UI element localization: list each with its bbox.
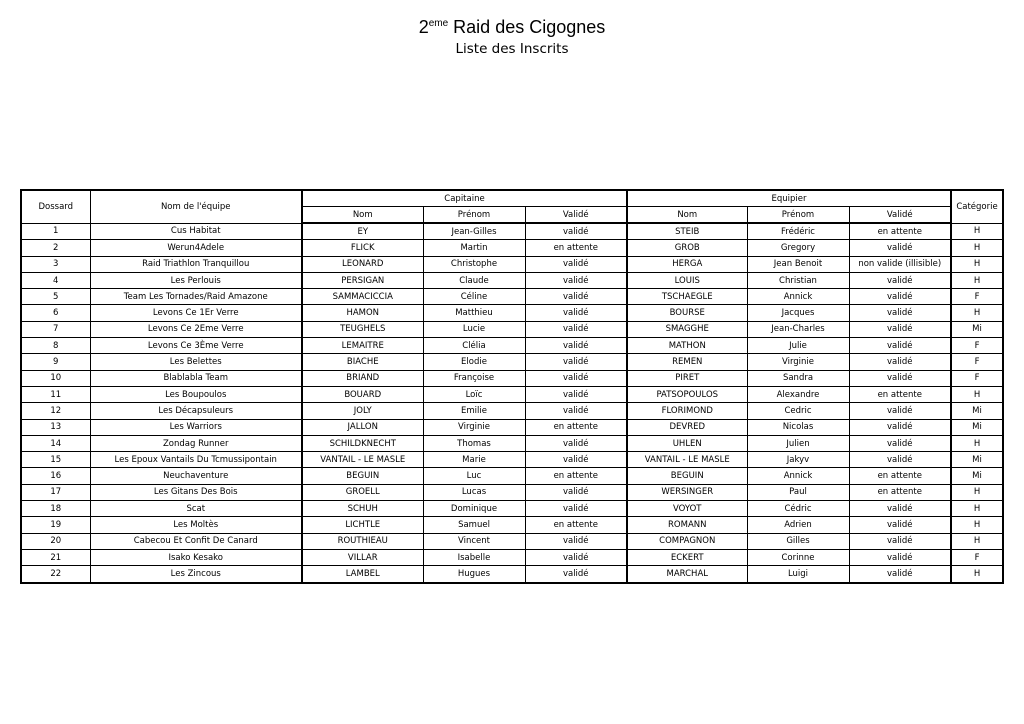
title-superscript: eme bbox=[428, 18, 449, 29]
cell-captain-valide: validé bbox=[525, 501, 627, 517]
header-row-groups bbox=[21, 190, 1003, 207]
cell-category: H bbox=[951, 566, 1003, 583]
cell-teammate-nom: PATSOPOULOS bbox=[627, 386, 747, 402]
cell-teammate-valide: validé bbox=[849, 566, 951, 583]
cell-dossard: 11 bbox=[21, 386, 90, 402]
cell-captain-valide: validé bbox=[525, 386, 627, 402]
cell-dossard: 4 bbox=[21, 272, 90, 288]
cell-teammate-valide: validé bbox=[849, 435, 951, 451]
cell-captain-prenom: Isabelle bbox=[423, 549, 525, 565]
cell-team-name: Levons Ce 2Eme Verre bbox=[90, 321, 302, 337]
cell-teammate-valide: validé bbox=[849, 452, 951, 468]
cell-teammate-valide: en attente bbox=[849, 386, 951, 402]
cell-captain-valide: en attente bbox=[525, 517, 627, 533]
cell-captain-prenom: Emilie bbox=[423, 403, 525, 419]
cell-category: H bbox=[951, 272, 1003, 288]
cell-captain-nom: BRIAND bbox=[302, 370, 423, 386]
cell-teammate-nom: STEIB bbox=[627, 223, 747, 240]
cell-dossard: 6 bbox=[21, 305, 90, 321]
table-row bbox=[21, 223, 1003, 240]
cell-teammate-valide: validé bbox=[849, 289, 951, 305]
cell-category: H bbox=[951, 484, 1003, 500]
cell-captain-valide: validé bbox=[525, 566, 627, 583]
cell-category: Mi bbox=[951, 321, 1003, 337]
cell-teammate-prenom: Nicolas bbox=[747, 419, 849, 435]
cell-teammate-nom: HERGA bbox=[627, 256, 747, 272]
table-body bbox=[21, 223, 1003, 583]
table-row bbox=[21, 305, 1003, 321]
cell-captain-prenom: Matthieu bbox=[423, 305, 525, 321]
cell-teammate-prenom: Jean Benoit bbox=[747, 256, 849, 272]
cell-captain-prenom: Céline bbox=[423, 289, 525, 305]
cell-teammate-prenom: Sandra bbox=[747, 370, 849, 386]
cell-category: H bbox=[951, 501, 1003, 517]
cell-captain-nom: LICHTLE bbox=[302, 517, 423, 533]
cell-dossard: 12 bbox=[21, 403, 90, 419]
cell-dossard: 10 bbox=[21, 370, 90, 386]
cell-team-name: Cabecou Et Confit De Canard bbox=[90, 533, 302, 549]
cell-dossard: 8 bbox=[21, 338, 90, 354]
table-row bbox=[21, 386, 1003, 402]
cell-team-name: Les Zincous bbox=[90, 566, 302, 583]
table-row bbox=[21, 272, 1003, 288]
cell-teammate-prenom: Paul bbox=[747, 484, 849, 500]
cell-captain-prenom: Thomas bbox=[423, 435, 525, 451]
cell-teammate-prenom: Gregory bbox=[747, 240, 849, 256]
cell-teammate-prenom: Annick bbox=[747, 468, 849, 484]
title-suffix: Raid des Cigognes bbox=[448, 17, 606, 37]
cell-teammate-prenom: Virginie bbox=[747, 354, 849, 370]
cell-captain-nom: VILLAR bbox=[302, 549, 423, 565]
cell-category: F bbox=[951, 549, 1003, 565]
cell-teammate-nom: WERSINGER bbox=[627, 484, 747, 500]
header-category: Catégorie bbox=[951, 190, 1003, 223]
table-row bbox=[21, 452, 1003, 468]
cell-teammate-prenom: Frédéric bbox=[747, 223, 849, 240]
header-captain-valide: Validé bbox=[525, 207, 627, 224]
cell-captain-nom: SAMMACICCIA bbox=[302, 289, 423, 305]
cell-teammate-nom: ROMANN bbox=[627, 517, 747, 533]
cell-team-name: Levons Ce 1Er Verre bbox=[90, 305, 302, 321]
cell-category: H bbox=[951, 240, 1003, 256]
cell-captain-prenom: Martin bbox=[423, 240, 525, 256]
table-row bbox=[21, 484, 1003, 500]
cell-captain-nom: LAMBEL bbox=[302, 566, 423, 583]
cell-dossard: 1 bbox=[21, 223, 90, 240]
cell-captain-valide: en attente bbox=[525, 240, 627, 256]
cell-dossard: 15 bbox=[21, 452, 90, 468]
cell-captain-prenom: Luc bbox=[423, 468, 525, 484]
cell-team-name: Cus Habitat bbox=[90, 223, 302, 240]
cell-teammate-nom: BOURSE bbox=[627, 305, 747, 321]
cell-teammate-nom: REMEN bbox=[627, 354, 747, 370]
cell-captain-prenom: Hugues bbox=[423, 566, 525, 583]
cell-captain-nom: ROUTHIEAU bbox=[302, 533, 423, 549]
cell-teammate-valide: validé bbox=[849, 272, 951, 288]
cell-teammate-prenom: Julien bbox=[747, 435, 849, 451]
cell-category: F bbox=[951, 338, 1003, 354]
cell-teammate-prenom: Cedric bbox=[747, 403, 849, 419]
cell-teammate-valide: validé bbox=[849, 549, 951, 565]
cell-dossard: 20 bbox=[21, 533, 90, 549]
cell-teammate-prenom: Jean-Charles bbox=[747, 321, 849, 337]
header-captain: Capitaine bbox=[302, 190, 627, 207]
cell-captain-prenom: Lucie bbox=[423, 321, 525, 337]
cell-team-name: Neuchaventure bbox=[90, 468, 302, 484]
cell-category: H bbox=[951, 256, 1003, 272]
cell-teammate-valide: validé bbox=[849, 517, 951, 533]
cell-team-name: Les Belettes bbox=[90, 354, 302, 370]
cell-category: Mi bbox=[951, 452, 1003, 468]
header-team-name: Nom de l'équipe bbox=[90, 190, 302, 223]
cell-teammate-valide: validé bbox=[849, 370, 951, 386]
cell-teammate-nom: DEVRED bbox=[627, 419, 747, 435]
cell-teammate-valide: en attente bbox=[849, 223, 951, 240]
cell-captain-valide: validé bbox=[525, 289, 627, 305]
cell-category: H bbox=[951, 533, 1003, 549]
cell-teammate-prenom: Luigi bbox=[747, 566, 849, 583]
cell-dossard: 22 bbox=[21, 566, 90, 583]
document-subtitle: Liste des Inscrits bbox=[455, 41, 569, 57]
cell-captain-prenom: Elodie bbox=[423, 354, 525, 370]
header-teammate-nom: Nom bbox=[627, 207, 747, 224]
cell-teammate-valide: non valide (illisible) bbox=[849, 256, 951, 272]
cell-category: H bbox=[951, 386, 1003, 402]
cell-dossard: 18 bbox=[21, 501, 90, 517]
table-row bbox=[21, 289, 1003, 305]
cell-team-name: Isako Kesako bbox=[90, 549, 302, 565]
cell-teammate-nom: VOYOT bbox=[627, 501, 747, 517]
cell-captain-nom: LEMAITRE bbox=[302, 338, 423, 354]
cell-teammate-nom: ECKERT bbox=[627, 549, 747, 565]
cell-category: H bbox=[951, 223, 1003, 240]
cell-captain-nom: TEUGHELS bbox=[302, 321, 423, 337]
cell-dossard: 7 bbox=[21, 321, 90, 337]
cell-teammate-valide: validé bbox=[849, 305, 951, 321]
registrants-table bbox=[20, 189, 1004, 584]
cell-category: H bbox=[951, 305, 1003, 321]
cell-captain-prenom: Vincent bbox=[423, 533, 525, 549]
cell-team-name: Les Gitans Des Bois bbox=[90, 484, 302, 500]
cell-captain-valide: validé bbox=[525, 272, 627, 288]
table-row bbox=[21, 566, 1003, 583]
cell-captain-valide: validé bbox=[525, 354, 627, 370]
cell-captain-prenom: Lucas bbox=[423, 484, 525, 500]
cell-team-name: Team Les Tornades/Raid Amazone bbox=[90, 289, 302, 305]
cell-captain-valide: validé bbox=[525, 338, 627, 354]
cell-category: H bbox=[951, 517, 1003, 533]
cell-category: F bbox=[951, 370, 1003, 386]
cell-category: Mi bbox=[951, 419, 1003, 435]
table-row bbox=[21, 549, 1003, 565]
table-row bbox=[21, 403, 1003, 419]
cell-captain-nom: EY bbox=[302, 223, 423, 240]
table-row bbox=[21, 321, 1003, 337]
cell-captain-nom: GROELL bbox=[302, 484, 423, 500]
cell-team-name: Blablabla Team bbox=[90, 370, 302, 386]
cell-teammate-nom: BEGUIN bbox=[627, 468, 747, 484]
cell-captain-valide: validé bbox=[525, 452, 627, 468]
table-row bbox=[21, 501, 1003, 517]
cell-teammate-valide: en attente bbox=[849, 484, 951, 500]
table-row bbox=[21, 240, 1003, 256]
cell-category: F bbox=[951, 289, 1003, 305]
cell-category: H bbox=[951, 435, 1003, 451]
cell-captain-valide: validé bbox=[525, 435, 627, 451]
table-row bbox=[21, 338, 1003, 354]
cell-team-name: Levons Ce 3Ème Verre bbox=[90, 338, 302, 354]
cell-teammate-valide: en attente bbox=[849, 468, 951, 484]
cell-captain-valide: validé bbox=[525, 223, 627, 240]
cell-teammate-nom: LOUIS bbox=[627, 272, 747, 288]
cell-dossard: 13 bbox=[21, 419, 90, 435]
cell-dossard: 2 bbox=[21, 240, 90, 256]
cell-team-name: Zondag Runner bbox=[90, 435, 302, 451]
cell-captain-valide: validé bbox=[525, 549, 627, 565]
header-teammate: Equipier bbox=[627, 190, 951, 207]
cell-captain-prenom: Marie bbox=[423, 452, 525, 468]
cell-captain-nom: BOUARD bbox=[302, 386, 423, 402]
cell-teammate-nom: FLORIMOND bbox=[627, 403, 747, 419]
cell-captain-prenom: Françoise bbox=[423, 370, 525, 386]
cell-teammate-valide: validé bbox=[849, 501, 951, 517]
table-row bbox=[21, 435, 1003, 451]
cell-captain-nom: JALLON bbox=[302, 419, 423, 435]
cell-team-name: Les Warriors bbox=[90, 419, 302, 435]
cell-team-name: Les Décapsuleurs bbox=[90, 403, 302, 419]
cell-teammate-prenom: Cédric bbox=[747, 501, 849, 517]
cell-team-name: Raid Triathlon Tranquillou bbox=[90, 256, 302, 272]
cell-captain-nom: JOLY bbox=[302, 403, 423, 419]
table-row bbox=[21, 370, 1003, 386]
cell-dossard: 5 bbox=[21, 289, 90, 305]
cell-captain-valide: en attente bbox=[525, 419, 627, 435]
cell-teammate-nom: VANTAIL - LE MASLE bbox=[627, 452, 747, 468]
cell-dossard: 19 bbox=[21, 517, 90, 533]
cell-captain-valide: validé bbox=[525, 484, 627, 500]
cell-team-name: Les Moltès bbox=[90, 517, 302, 533]
cell-teammate-nom: MARCHAL bbox=[627, 566, 747, 583]
cell-teammate-prenom: Jacques bbox=[747, 305, 849, 321]
cell-category: Mi bbox=[951, 468, 1003, 484]
cell-dossard: 16 bbox=[21, 468, 90, 484]
cell-captain-prenom: Samuel bbox=[423, 517, 525, 533]
cell-team-name: Les Boupoulos bbox=[90, 386, 302, 402]
cell-teammate-nom: GROB bbox=[627, 240, 747, 256]
cell-captain-nom: SCHUH bbox=[302, 501, 423, 517]
header-captain-prenom: Prénom bbox=[423, 207, 525, 224]
cell-teammate-prenom: Corinne bbox=[747, 549, 849, 565]
cell-team-name: Scat bbox=[90, 501, 302, 517]
cell-captain-prenom: Christophe bbox=[423, 256, 525, 272]
cell-captain-nom: BIACHE bbox=[302, 354, 423, 370]
cell-teammate-prenom: Julie bbox=[747, 338, 849, 354]
table-row bbox=[21, 517, 1003, 533]
cell-teammate-prenom: Alexandre bbox=[747, 386, 849, 402]
table-row bbox=[21, 256, 1003, 272]
title-prefix: 2 bbox=[418, 17, 429, 37]
table-row bbox=[21, 533, 1003, 549]
cell-teammate-prenom: Adrien bbox=[747, 517, 849, 533]
cell-captain-prenom: Clélia bbox=[423, 338, 525, 354]
cell-captain-prenom: Virginie bbox=[423, 419, 525, 435]
cell-captain-valide: validé bbox=[525, 533, 627, 549]
cell-teammate-valide: validé bbox=[849, 338, 951, 354]
cell-teammate-nom: SMAGGHE bbox=[627, 321, 747, 337]
cell-teammate-prenom: Annick bbox=[747, 289, 849, 305]
cell-captain-nom: FLICK bbox=[302, 240, 423, 256]
cell-teammate-nom: COMPAGNON bbox=[627, 533, 747, 549]
cell-teammate-nom: PIRET bbox=[627, 370, 747, 386]
cell-dossard: 9 bbox=[21, 354, 90, 370]
cell-captain-prenom: Claude bbox=[423, 272, 525, 288]
cell-teammate-nom: MATHON bbox=[627, 338, 747, 354]
header-captain-nom: Nom bbox=[302, 207, 423, 224]
cell-teammate-valide: validé bbox=[849, 533, 951, 549]
cell-captain-prenom: Dominique bbox=[423, 501, 525, 517]
cell-captain-valide: validé bbox=[525, 321, 627, 337]
cell-captain-prenom: Jean-Gilles bbox=[423, 223, 525, 240]
document-title bbox=[0, 13, 1024, 38]
cell-teammate-valide: validé bbox=[849, 354, 951, 370]
cell-teammate-nom: UHLEN bbox=[627, 435, 747, 451]
cell-captain-nom: HAMON bbox=[302, 305, 423, 321]
table-row bbox=[21, 419, 1003, 435]
cell-teammate-nom: TSCHAEGLE bbox=[627, 289, 747, 305]
cell-dossard: 17 bbox=[21, 484, 90, 500]
cell-captain-prenom: Loïc bbox=[423, 386, 525, 402]
cell-category: F bbox=[951, 354, 1003, 370]
cell-dossard: 3 bbox=[21, 256, 90, 272]
cell-captain-valide: validé bbox=[525, 256, 627, 272]
table-row bbox=[21, 468, 1003, 484]
cell-captain-valide: validé bbox=[525, 305, 627, 321]
cell-captain-nom: PERSIGAN bbox=[302, 272, 423, 288]
cell-captain-nom: VANTAIL - LE MASLE bbox=[302, 452, 423, 468]
cell-teammate-valide: validé bbox=[849, 321, 951, 337]
cell-teammate-valide: validé bbox=[849, 240, 951, 256]
table-row bbox=[21, 354, 1003, 370]
cell-dossard: 21 bbox=[21, 549, 90, 565]
cell-captain-nom: LEONARD bbox=[302, 256, 423, 272]
cell-teammate-valide: validé bbox=[849, 419, 951, 435]
cell-captain-nom: BEGUIN bbox=[302, 468, 423, 484]
cell-teammate-prenom: Jakyv bbox=[747, 452, 849, 468]
cell-dossard: 14 bbox=[21, 435, 90, 451]
cell-teammate-valide: validé bbox=[849, 403, 951, 419]
cell-team-name: Werun4Adele bbox=[90, 240, 302, 256]
header-dossard: Dossard bbox=[21, 190, 90, 223]
cell-team-name: Les Perlouis bbox=[90, 272, 302, 288]
cell-captain-nom: SCHILDKNECHT bbox=[302, 435, 423, 451]
cell-captain-valide: en attente bbox=[525, 468, 627, 484]
cell-captain-valide: validé bbox=[525, 403, 627, 419]
header-teammate-valide: Validé bbox=[849, 207, 951, 224]
cell-teammate-prenom: Christian bbox=[747, 272, 849, 288]
header-teammate-prenom: Prénom bbox=[747, 207, 849, 224]
cell-team-name: Les Epoux Vantails Du Tcmussipontain bbox=[90, 452, 302, 468]
cell-captain-valide: validé bbox=[525, 370, 627, 386]
cell-category: Mi bbox=[951, 403, 1003, 419]
cell-teammate-prenom: Gilles bbox=[747, 533, 849, 549]
